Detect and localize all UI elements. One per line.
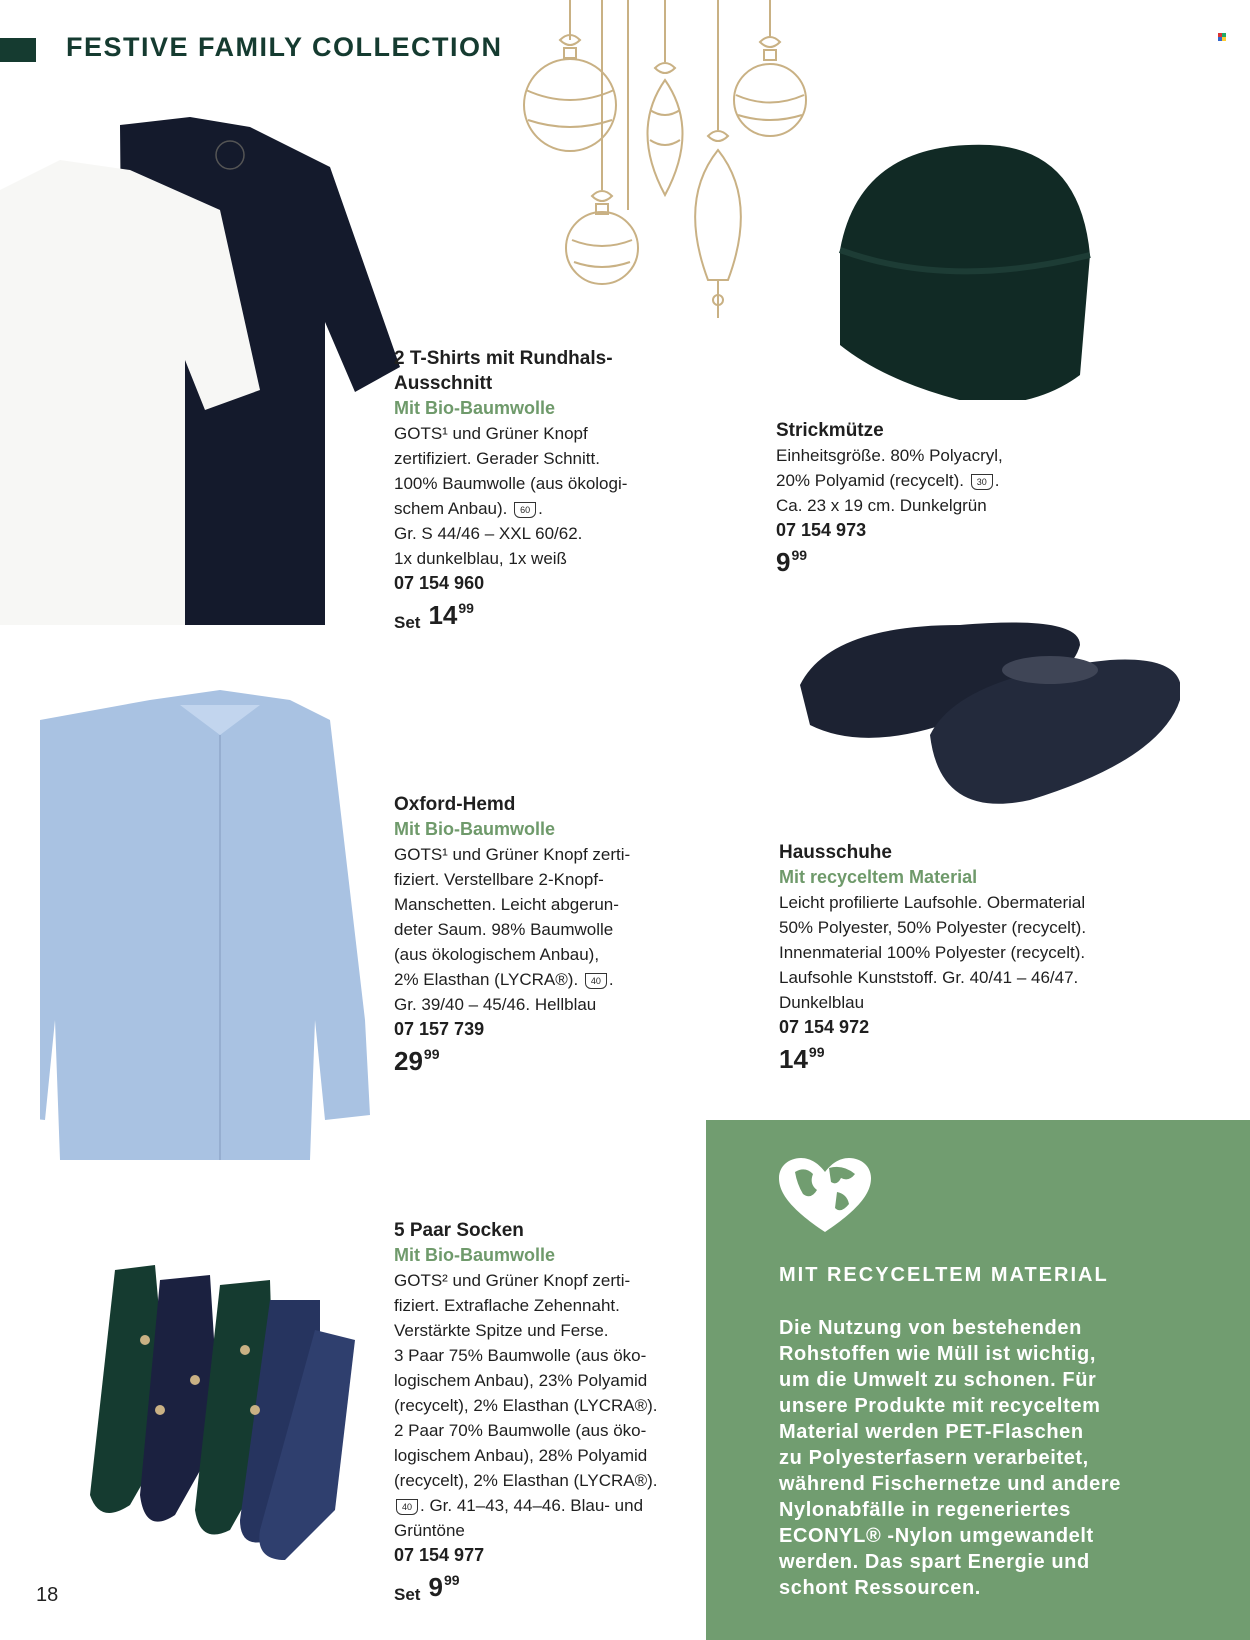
t-shirts-image (0, 115, 400, 625)
recycle-body-line: schont Ressourcen. (779, 1577, 981, 1599)
heart-globe-icon (779, 1158, 871, 1234)
recycle-body-line: unsere Produkte mit recyceltem (779, 1395, 1101, 1417)
wash-care-icon: 30 (971, 474, 993, 490)
product-desc-line: . Gr. 41–43, 44–46. Blau- und (420, 1496, 644, 1515)
slippers-image (790, 600, 1180, 820)
price-cents: 99 (791, 547, 808, 563)
product-desc-line: GOTS¹ und Grüner Knopf (394, 424, 588, 443)
price-cents: 99 (443, 1572, 460, 1588)
product-desc-line: fiziert. Extraflache Zehennaht. (394, 1296, 620, 1315)
price (394, 600, 724, 635)
header-accent-bar (0, 38, 36, 62)
christmas-ornaments-illustration (510, 0, 820, 330)
recycle-heading: MIT RECYCELTEM MATERIAL (779, 1264, 1109, 1286)
product-desc-line: 2 Paar 70% Baumwolle (aus öko- (394, 1421, 647, 1440)
recycle-body-line: Die Nutzung von bestehenden (779, 1317, 1082, 1339)
recycle-body-line: um die Umwelt zu schonen. Für (779, 1369, 1097, 1391)
product-desc-line: Innenmaterial 100% Polyester (recycelt). (779, 943, 1086, 962)
product-desc-line: Manschetten. Leicht abgerun- (394, 895, 619, 914)
product-desc-line: Einheitsgröße. 80% Polyacryl, (776, 446, 1003, 465)
recycle-body-line: während Fischernetze und andere (779, 1473, 1122, 1495)
price-main: 9 (776, 547, 791, 577)
price (394, 1572, 724, 1607)
product-knit-hat: Strickmütze Einheitsgröße. 80% Polyacryl, 20% Polyamid (recycelt). 30 . Ca. 23 x 19 cm. Dunkelgrün 07 154 973 9 99 (776, 418, 1106, 577)
product-subtitle: Mit recyceltem Material (779, 867, 978, 887)
wash-care-icon: 40 (396, 1499, 418, 1515)
recycle-body-line: Material werden PET-Flaschen (779, 1421, 1084, 1443)
article-number: 07 154 960 (394, 573, 485, 593)
price-main: 9 (428, 1572, 443, 1602)
price (779, 1044, 1219, 1074)
product-desc-line: 100% Baumwolle (aus ökologi- (394, 474, 628, 493)
recycle-body-line: Nylonabfälle in regeneriertes (779, 1499, 1071, 1521)
product-title: 2 T-Shirts mit Rundhals- (394, 348, 613, 369)
oxford-shirt-image (40, 690, 370, 1170)
article-number: 07 154 972 (779, 1017, 870, 1037)
price (776, 547, 1106, 577)
recycle-body-line: zu Polyesterfasern verarbeitet, (779, 1447, 1089, 1469)
price-prefix: Set (394, 613, 421, 632)
price-main: 14 (428, 600, 458, 630)
product-desc-line: deter Saum. 98% Baumwolle (394, 920, 614, 939)
product-title: Oxford-Hemd (394, 794, 516, 815)
page-number: 18 (36, 1584, 59, 1606)
price-cents: 99 (808, 1044, 825, 1060)
product-desc-line: (aus ökologischem Anbau), (394, 945, 600, 964)
product-title: 5 Paar Socken (394, 1220, 524, 1241)
product-desc-line: Verstärkte Spitze und Ferse. (394, 1321, 609, 1340)
product-subtitle: Mit Bio-Baumwolle (394, 1245, 555, 1265)
product-desc-line: GOTS² und Grüner Knopf zerti- (394, 1271, 631, 1290)
price-cents: 99 (423, 1046, 440, 1062)
product-title: Strickmütze (776, 420, 884, 441)
product-desc-line: Ca. 23 x 19 cm. Dunkelgrün (776, 496, 987, 515)
price-cents: 99 (458, 600, 474, 616)
product-slippers (779, 840, 1219, 1074)
price-prefix: Set (394, 1585, 421, 1604)
brand-dots-icon (1218, 33, 1226, 41)
product-desc-line: Gr. 39/40 – 45/46. Hellblau (394, 995, 597, 1014)
price-main: 29 (394, 1046, 423, 1076)
recycle-body-line: Rohstoffen wie Müll ist wichtig, (779, 1343, 1096, 1365)
knit-hat-image (830, 140, 1100, 400)
product-desc-line: 2% Elasthan (LYCRA®). (394, 970, 579, 989)
product-t-shirts: 2 T-Shirts mit Rundhals- Ausschnitt Mit Bio-Baumwolle GOTS¹ und Grüner Knopf zertifiziert. Gerader Schnitt. 100% Baumwolle (aus ökologi- schem Anbau). 60 . Gr. S 44/46 – XXL 60/62. 1x dunkelblau, 1x weiß 07 154 960 Set 14 99 (394, 346, 724, 635)
product-desc-line: schem Anbau). (394, 499, 508, 518)
page-title: FESTIVE FAMILY COLLECTION (66, 32, 503, 62)
product-desc-line: Leicht profilierte Laufsohle. Obermaterial (779, 893, 1086, 912)
recycle-body-line: werden. Das spart Energie und (779, 1551, 1090, 1573)
product-desc-line: zertifiziert. Gerader Schnitt. (394, 449, 600, 468)
product-subtitle: Mit Bio-Baumwolle (394, 398, 555, 418)
product-desc-line: Laufsohle Kunststoff. Gr. 40/41 – 46/47. (779, 968, 1079, 987)
wash-care-icon: 40 (585, 973, 607, 989)
product-subtitle: Mit Bio-Baumwolle (394, 819, 555, 839)
article-number: 07 154 977 (394, 1545, 485, 1565)
product-desc-line: Grüntöne (394, 1521, 465, 1540)
product-desc-line: 50% Polyester, 50% Polyester (recycelt). (779, 918, 1087, 937)
product-desc-line: 1x dunkelblau, 1x weiß (394, 549, 567, 568)
price-main: 14 (779, 1044, 808, 1074)
product-desc-line: Dunkelblau (779, 993, 865, 1012)
product-title: Hausschuhe (779, 842, 892, 863)
article-number: 07 157 739 (394, 1019, 485, 1039)
recycle-body-line: ECONYL® -Nylon umgewandelt (779, 1525, 1094, 1547)
product-desc-line: logischem Anbau), 23% Polyamid (394, 1371, 648, 1390)
product-desc-line: (recycelt), 2% Elasthan (LYCRA®). (394, 1471, 658, 1490)
product-desc-line: 20% Polyamid (recycelt). (776, 471, 965, 490)
product-socks (394, 1218, 724, 1607)
recycle-body (779, 1315, 1229, 1601)
product-desc-line: 3 Paar 75% Baumwolle (aus öko- (394, 1346, 647, 1365)
product-title: Ausschnitt (394, 373, 493, 394)
socks-image (85, 1260, 355, 1560)
article-number: 07 154 973 (776, 520, 867, 540)
product-desc-line: logischem Anbau), 28% Polyamid (394, 1446, 648, 1465)
product-oxford-shirt: Oxford-Hemd Mit Bio-Baumwolle GOTS¹ und Grüner Knopf zerti- fiziert. Verstellbare 2-Knopf- Manschetten. Leicht abgerun- deter Saum. 98% Baumwolle (aus ökologischem Anbau), 2% Elasthan (LYCRA®). 40 . Gr. 39/40 – 45/46. Hellblau 07 157 739 29 99 (394, 792, 724, 1076)
product-desc-line: fiziert. Verstellbare 2-Knopf- (394, 870, 604, 889)
wash-care-icon: 60 (514, 502, 536, 518)
product-desc-line: (recycelt), 2% Elasthan (LYCRA®). (394, 1396, 658, 1415)
product-desc-line: Gr. S 44/46 – XXL 60/62. (394, 524, 583, 543)
product-desc-line: GOTS¹ und Grüner Knopf zerti- (394, 845, 631, 864)
price (394, 1046, 724, 1076)
